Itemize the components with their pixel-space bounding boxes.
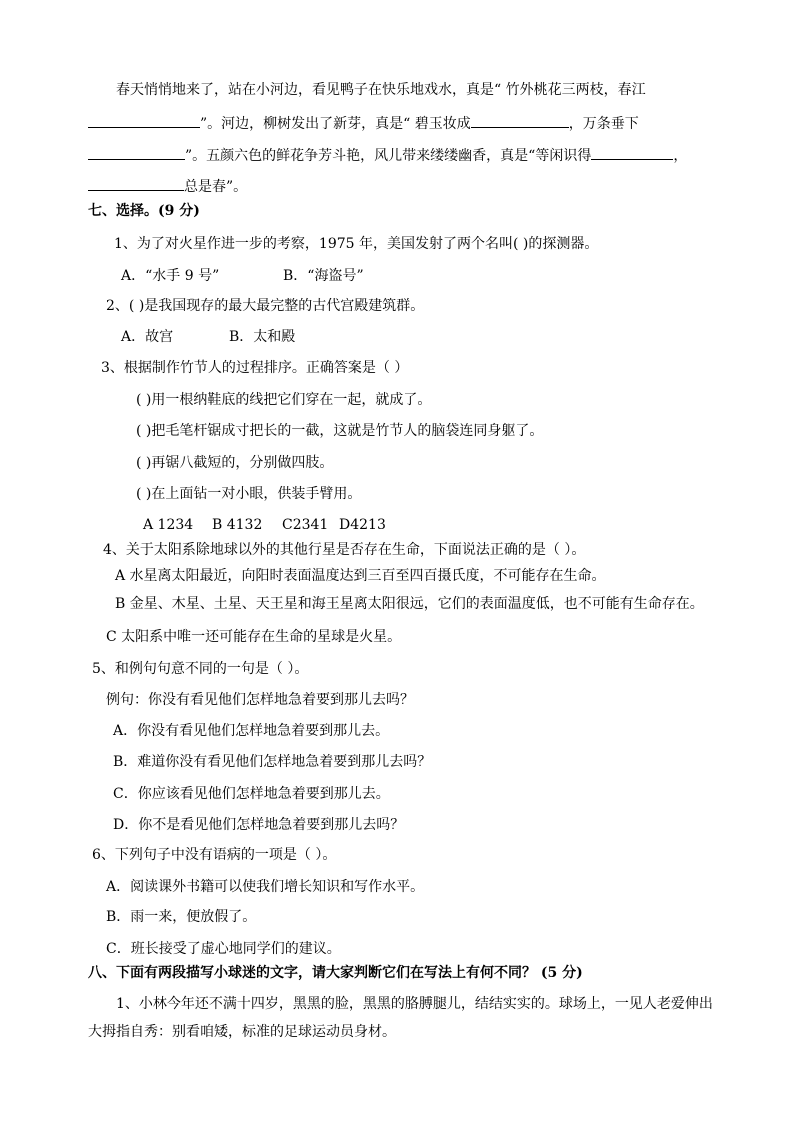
- q5-option-a: A．你没有看见他们怎样地急着要到那儿去。: [113, 723, 390, 739]
- answer-blank[interactable]: [88, 176, 184, 191]
- poem-line-2: [88, 113, 639, 134]
- q1-stem: 1、为了对火星作进一步的考察，1975 年，美国发射了两个名叫( )的探测器。: [114, 236, 599, 252]
- q2-option-b: B．太和殿: [229, 329, 296, 345]
- answer-blank[interactable]: [88, 113, 200, 128]
- q3-option-c: C2341: [282, 517, 329, 533]
- q5-stem: 5、和例句句意不同的一句是（ ）。: [92, 661, 309, 677]
- poem-line-3: [88, 145, 687, 166]
- q6-option-b: B．雨一来，便放假了。: [106, 909, 257, 925]
- poem-line-4: [88, 176, 247, 197]
- q3-stem: 3、根据制作竹节人的过程排序。正确答案是（ ）: [101, 360, 409, 376]
- answer-blank[interactable]: [591, 145, 673, 160]
- answer-blank[interactable]: [471, 113, 569, 128]
- section-7-heading: 七、选择。(9 分): [88, 203, 200, 219]
- section-8-para-1-line-1: 1、小林今年还不满十四岁，黑黑的脸，黑黑的胳膊腿儿，结结实实的。球场上，一见人老爱伸出: [116, 996, 713, 1012]
- poem-text: ，万条垂下: [568, 116, 639, 132]
- q4-stem: 4、关于太阳系除地球以外的其他行星是否存在生命，下面说法正确的是（ ）。: [103, 542, 586, 558]
- q5-option-c: C．你应该看见他们怎样地急着要到那儿去。: [113, 786, 390, 802]
- q3-option-a: A 1234: [143, 517, 194, 533]
- poem-text: ，: [673, 148, 688, 164]
- q6-option-c: C．班长接受了虚心地同学们的建议。: [106, 941, 341, 957]
- q5-example: 例句：你没有看见他们怎样地急着要到那儿去吗？: [106, 692, 414, 708]
- poem-text: 总是春”。: [184, 179, 248, 195]
- q3-step-1: ( )用一根纳鞋底的线把它们穿在一起，就成了。: [136, 392, 432, 408]
- q1-option-a: A．“水手 9 号”: [121, 268, 220, 284]
- q5-option-d: D．你不是看见他们怎样地急着要到那儿去吗？: [113, 817, 405, 833]
- q3-step-3: ( )再锯八截短的，分别做四肢。: [136, 455, 334, 471]
- q2-option-a: A．故宫: [121, 329, 174, 345]
- q5-option-b: B．难道你没有看见他们怎样地急着要到那儿去吗？: [113, 754, 432, 770]
- answer-blank[interactable]: [88, 145, 185, 160]
- q3-step-2: ( )把毛笔杆锯成寸把长的一截，这就是竹节人的脑袋连同身躯了。: [136, 423, 544, 439]
- q4-option-b: B 金星、木星、土星、天王星和海王星离太阳很远，它们的表面温度低，也不可能有生命存在。: [115, 596, 704, 612]
- q6-option-a: A．阅读课外书籍可以使我们增长知识和写作水平。: [106, 879, 425, 895]
- section-8-heading: 八、下面有两段描写小球迷的文字，请大家判断它们在写法上有何不同？ (5 分): [88, 965, 583, 981]
- q3-step-4: ( )在上面钻一对小眼，供装手臂用。: [136, 486, 362, 502]
- q4-option-a: A 水星离太阳最近，向阳时表面温度达到三百至四百摄氏度，不可能存在生命。: [115, 568, 606, 584]
- poem-text: ”。河边，柳树发出了新芽，真是“ 碧玉妆成: [200, 116, 471, 132]
- q1-option-b: B．“海盗号”: [283, 268, 364, 284]
- poem-line-1: 春天悄悄地来了，站在小河边，看见鸭子在快乐地戏水，真是“ 竹外桃花三两枝，春江: [116, 82, 646, 98]
- q6-stem: 6、下列句子中没有语病的一项是（ ）。: [92, 847, 337, 863]
- q3-option-b: B 4132: [212, 517, 263, 533]
- poem-text: ”。五颜六色的鲜花争芳斗艳，风儿带来缕缕幽香，真是“等闲识得: [185, 148, 592, 164]
- q3-option-d: D4213: [339, 517, 386, 533]
- q4-option-c: C 太阳系中唯一还可能存在生命的星球是火星。: [106, 629, 402, 645]
- q2-stem: 2、( )是我国现存的最大最完整的古代宫殿建筑群。: [106, 298, 425, 314]
- section-8-para-1-line-2: 大拇指自秀：别看咱矮，标准的足球运动员身材。: [88, 1024, 396, 1040]
